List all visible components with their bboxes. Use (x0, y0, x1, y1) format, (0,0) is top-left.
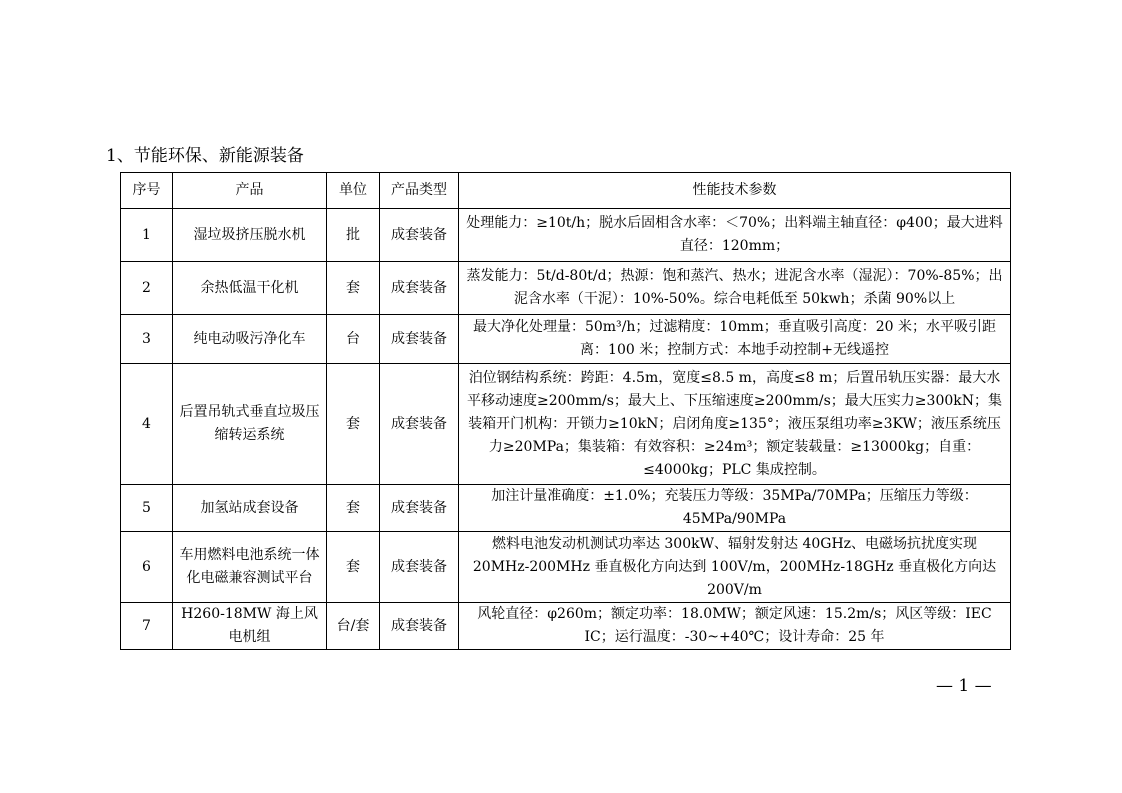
row-product: 后置吊轨式垂直垃圾压缩转运系统 (173, 364, 327, 485)
row-product: 纯电动吸污净化车 (173, 315, 327, 364)
row-unit: 台 (327, 315, 380, 364)
row-index: 5 (121, 485, 173, 532)
equipment-spec-table (120, 172, 1011, 650)
row-params: 燃料电池发动机测试功率达 300kW、辐射发射达 40GHz、电磁场抗扰度实现20MHz-200MHz 垂直极化方向达到 100V/m，200MHz-18GHz 垂直极化方向达200V/m (459, 532, 1011, 603)
row-type: 成套装备 (380, 485, 459, 532)
header-params: 性能技术参数 (459, 173, 1011, 209)
row-index: 6 (121, 532, 173, 603)
row-params: 泊位钢结构系统：跨距：4.5m，宽度≤8.5 m，高度≤8 m；后置吊轨压实器：最大水平移动速度≥200mm/s；最大上、下压缩速度≥200mm/s；最大压实力≥300kN；集装箱开门机构：开锁力≥10kN；启闭角度≥135°；液压泵组功率≥3KW；液压系统压力≥20MPa；集装箱：有效容积：≥24m³；额定装载量：≥13000kg；自重：≤4000kg；PLC 集成控制。 (459, 364, 1011, 485)
row-unit: 套 (327, 262, 380, 315)
table-row (121, 603, 1011, 650)
row-index: 4 (121, 364, 173, 485)
header-unit: 单位 (327, 173, 380, 209)
header-index: 序号 (121, 173, 173, 209)
header-type: 产品类型 (380, 173, 459, 209)
table-row (121, 209, 1011, 262)
row-type: 成套装备 (380, 209, 459, 262)
table-header-row (121, 173, 1011, 209)
table-row (121, 262, 1011, 315)
row-type: 成套装备 (380, 364, 459, 485)
row-index: 3 (121, 315, 173, 364)
row-type: 成套装备 (380, 262, 459, 315)
page-number: — 1 — (936, 676, 992, 696)
row-index: 2 (121, 262, 173, 315)
row-params: 加注计量准确度：±1.0%；充装压力等级：35MPa/70MPa；压缩压力等级：45MPa/90MPa (459, 485, 1011, 532)
row-params: 最大净化处理量：50m³/h；过滤精度：10mm；垂直吸引高度：20 米；水平吸引距离：100 米；控制方式：本地手动控制+无线遥控 (459, 315, 1011, 364)
row-index: 1 (121, 209, 173, 262)
row-product: H260-18MW 海上风电机组 (173, 603, 327, 650)
row-type: 成套装备 (380, 315, 459, 364)
row-product: 加氢站成套设备 (173, 485, 327, 532)
table-row (121, 364, 1011, 485)
section-title: 1、节能环保、新能源装备 (106, 146, 304, 166)
row-product: 湿垃圾挤压脱水机 (173, 209, 327, 262)
row-unit: 套 (327, 364, 380, 485)
row-unit: 套 (327, 485, 380, 532)
row-type: 成套装备 (380, 532, 459, 603)
row-unit: 批 (327, 209, 380, 262)
row-unit: 台/套 (327, 603, 380, 650)
row-unit: 套 (327, 532, 380, 603)
row-type: 成套装备 (380, 603, 459, 650)
table-row (121, 315, 1011, 364)
header-product: 产品 (173, 173, 327, 209)
row-product: 余热低温干化机 (173, 262, 327, 315)
row-params: 处理能力：≥10t/h；脱水后固相含水率：＜70%；出料端主轴直径：φ400；最大进料直径：120mm； (459, 209, 1011, 262)
row-params: 风轮直径：φ260m；额定功率：18.0MW；额定风速：15.2m/s；风区等级：IEC ⅠC；运行温度：-30~+40℃；设计寿命：25 年 (459, 603, 1011, 650)
table-row (121, 485, 1011, 532)
row-params: 蒸发能力：5t/d-80t/d；热源：饱和蒸汽、热水；进泥含水率（湿泥）：70%-85%；出泥含水率（干泥）：10%-50%。综合电耗低至 50kwh；杀菌 90%以上 (459, 262, 1011, 315)
table-row (121, 532, 1011, 603)
row-index: 7 (121, 603, 173, 650)
row-product: 车用燃料电池系统一体化电磁兼容测试平台 (173, 532, 327, 603)
